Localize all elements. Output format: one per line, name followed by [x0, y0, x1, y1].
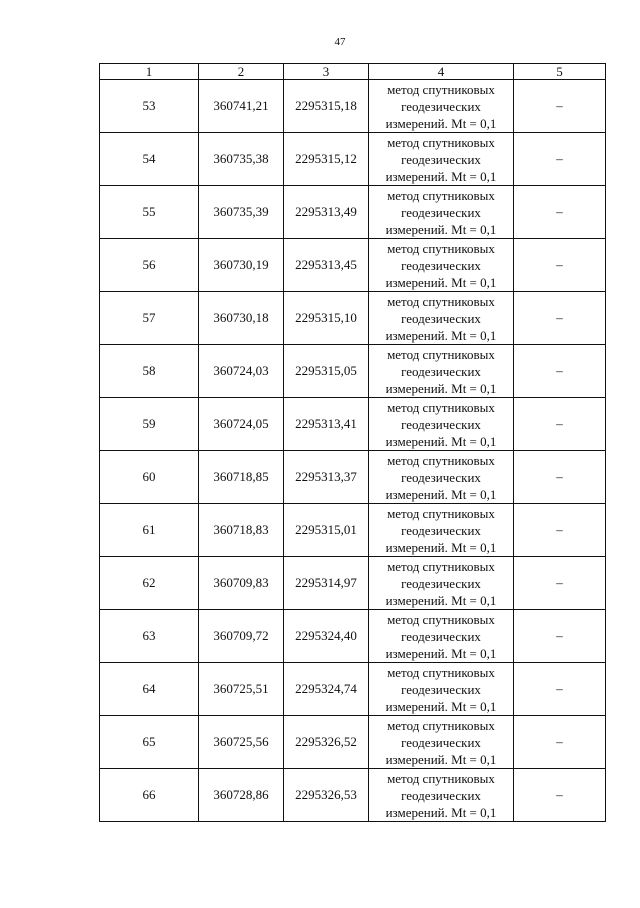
method-line-3: измерений. Mt = 0,1 — [385, 380, 497, 396]
method-line-3: измерений. Mt = 0,1 — [385, 645, 497, 661]
method-line-3: измерений. Mt = 0,1 — [385, 221, 497, 237]
method-line-1: метод спутниковых — [387, 399, 495, 415]
column-header-3: 3 — [284, 64, 369, 80]
point-number-cell: 54 — [100, 133, 199, 186]
method-cell — [369, 716, 514, 769]
table-row — [100, 769, 606, 822]
point-number-cell: 64 — [100, 663, 199, 716]
table-row — [100, 716, 606, 769]
note-cell: – — [514, 186, 606, 239]
table-row — [100, 133, 606, 186]
table-body — [100, 80, 606, 822]
x-coordinate-cell: 360718,85 — [199, 451, 284, 504]
table-row — [100, 557, 606, 610]
note-cell: – — [514, 292, 606, 345]
method-cell — [369, 504, 514, 557]
table-row — [100, 504, 606, 557]
note-cell: – — [514, 504, 606, 557]
note-cell: – — [514, 663, 606, 716]
table-row — [100, 239, 606, 292]
note-cell: – — [514, 133, 606, 186]
method-line-2: геодезических — [401, 204, 481, 220]
table-row — [100, 451, 606, 504]
table-row — [100, 610, 606, 663]
method-line-1: метод спутниковых — [387, 611, 495, 627]
y-coordinate-cell: 2295315,18 — [284, 80, 369, 133]
method-line-2: геодезических — [401, 575, 481, 591]
note-cell: – — [514, 716, 606, 769]
point-number-cell: 65 — [100, 716, 199, 769]
method-cell — [369, 398, 514, 451]
y-coordinate-cell: 2295315,12 — [284, 133, 369, 186]
x-coordinate-cell: 360718,83 — [199, 504, 284, 557]
method-line-1: метод спутниковых — [387, 81, 495, 97]
method-line-3: измерений. Mt = 0,1 — [385, 486, 497, 502]
method-line-1: метод спутниковых — [387, 346, 495, 362]
method-line-2: геодезических — [401, 310, 481, 326]
note-cell: – — [514, 239, 606, 292]
method-line-3: измерений. Mt = 0,1 — [385, 433, 497, 449]
note-cell: – — [514, 80, 606, 133]
x-coordinate-cell: 360730,19 — [199, 239, 284, 292]
method-cell — [369, 186, 514, 239]
method-line-3: измерений. Mt = 0,1 — [385, 168, 497, 184]
method-cell — [369, 292, 514, 345]
method-line-2: геодезических — [401, 681, 481, 697]
x-coordinate-cell: 360724,05 — [199, 398, 284, 451]
note-cell: – — [514, 451, 606, 504]
note-cell: – — [514, 345, 606, 398]
method-line-2: геодезических — [401, 98, 481, 114]
y-coordinate-cell: 2295313,37 — [284, 451, 369, 504]
method-line-3: измерений. Mt = 0,1 — [385, 115, 497, 131]
point-number-cell: 58 — [100, 345, 199, 398]
y-coordinate-cell: 2295326,53 — [284, 769, 369, 822]
y-coordinate-cell: 2295315,05 — [284, 345, 369, 398]
method-line-3: измерений. Mt = 0,1 — [385, 804, 497, 820]
note-cell: – — [514, 398, 606, 451]
x-coordinate-cell: 360724,03 — [199, 345, 284, 398]
x-coordinate-cell: 360735,38 — [199, 133, 284, 186]
table-row — [100, 398, 606, 451]
method-cell — [369, 769, 514, 822]
column-header-2: 2 — [199, 64, 284, 80]
column-header-5: 5 — [514, 64, 606, 80]
y-coordinate-cell: 2295313,45 — [284, 239, 369, 292]
table-row — [100, 345, 606, 398]
method-line-2: геодезических — [401, 628, 481, 644]
x-coordinate-cell: 360709,83 — [199, 557, 284, 610]
page-number: 47 — [334, 36, 346, 48]
method-line-2: геодезических — [401, 363, 481, 379]
method-line-1: метод спутниковых — [387, 558, 495, 574]
method-line-1: метод спутниковых — [387, 240, 495, 256]
table-row — [100, 80, 606, 133]
point-number-cell: 59 — [100, 398, 199, 451]
point-number-cell: 62 — [100, 557, 199, 610]
point-number-cell: 53 — [100, 80, 199, 133]
method-line-3: измерений. Mt = 0,1 — [385, 698, 497, 714]
method-line-2: геодезических — [401, 469, 481, 485]
point-number-cell: 60 — [100, 451, 199, 504]
method-line-2: геодезических — [401, 151, 481, 167]
method-cell — [369, 610, 514, 663]
method-line-3: измерений. Mt = 0,1 — [385, 592, 497, 608]
point-number-cell: 66 — [100, 769, 199, 822]
x-coordinate-cell: 360709,72 — [199, 610, 284, 663]
method-line-1: метод спутниковых — [387, 293, 495, 309]
y-coordinate-cell: 2295326,52 — [284, 716, 369, 769]
y-coordinate-cell: 2295313,41 — [284, 398, 369, 451]
x-coordinate-cell: 360741,21 — [199, 80, 284, 133]
y-coordinate-cell: 2295315,01 — [284, 504, 369, 557]
y-coordinate-cell: 2295324,74 — [284, 663, 369, 716]
column-header-1: 1 — [100, 64, 199, 80]
method-cell — [369, 80, 514, 133]
method-line-1: метод спутниковых — [387, 505, 495, 521]
point-number-cell: 55 — [100, 186, 199, 239]
method-cell — [369, 239, 514, 292]
table-row — [100, 292, 606, 345]
method-cell — [369, 451, 514, 504]
note-cell: – — [514, 610, 606, 663]
method-line-2: геодезических — [401, 257, 481, 273]
x-coordinate-cell: 360728,86 — [199, 769, 284, 822]
method-line-1: метод спутниковых — [387, 770, 495, 786]
method-line-3: измерений. Mt = 0,1 — [385, 327, 497, 343]
point-number-cell: 57 — [100, 292, 199, 345]
method-line-1: метод спутниковых — [387, 187, 495, 203]
method-line-1: метод спутниковых — [387, 452, 495, 468]
table-row — [100, 663, 606, 716]
method-line-1: метод спутниковых — [387, 134, 495, 150]
y-coordinate-cell: 2295314,97 — [284, 557, 369, 610]
y-coordinate-cell: 2295324,40 — [284, 610, 369, 663]
method-line-3: измерений. Mt = 0,1 — [385, 751, 497, 767]
point-number-cell: 61 — [100, 504, 199, 557]
method-cell — [369, 663, 514, 716]
method-line-2: геодезических — [401, 416, 481, 432]
method-line-3: измерений. Mt = 0,1 — [385, 274, 497, 290]
point-number-cell: 63 — [100, 610, 199, 663]
method-line-2: геодезических — [401, 522, 481, 538]
column-header-4: 4 — [369, 64, 514, 80]
table-row — [100, 186, 606, 239]
note-cell: – — [514, 557, 606, 610]
method-line-2: геодезических — [401, 787, 481, 803]
x-coordinate-cell: 360730,18 — [199, 292, 284, 345]
x-coordinate-cell: 360725,51 — [199, 663, 284, 716]
y-coordinate-cell: 2295315,10 — [284, 292, 369, 345]
coordinates-table — [99, 63, 606, 822]
method-cell — [369, 345, 514, 398]
point-number-cell: 56 — [100, 239, 199, 292]
y-coordinate-cell: 2295313,49 — [284, 186, 369, 239]
x-coordinate-cell: 360725,56 — [199, 716, 284, 769]
header-row — [100, 64, 606, 80]
method-line-3: измерений. Mt = 0,1 — [385, 539, 497, 555]
method-line-1: метод спутниковых — [387, 664, 495, 680]
method-line-2: геодезических — [401, 734, 481, 750]
x-coordinate-cell: 360735,39 — [199, 186, 284, 239]
method-cell — [369, 133, 514, 186]
method-cell — [369, 557, 514, 610]
method-line-1: метод спутниковых — [387, 717, 495, 733]
note-cell: – — [514, 769, 606, 822]
